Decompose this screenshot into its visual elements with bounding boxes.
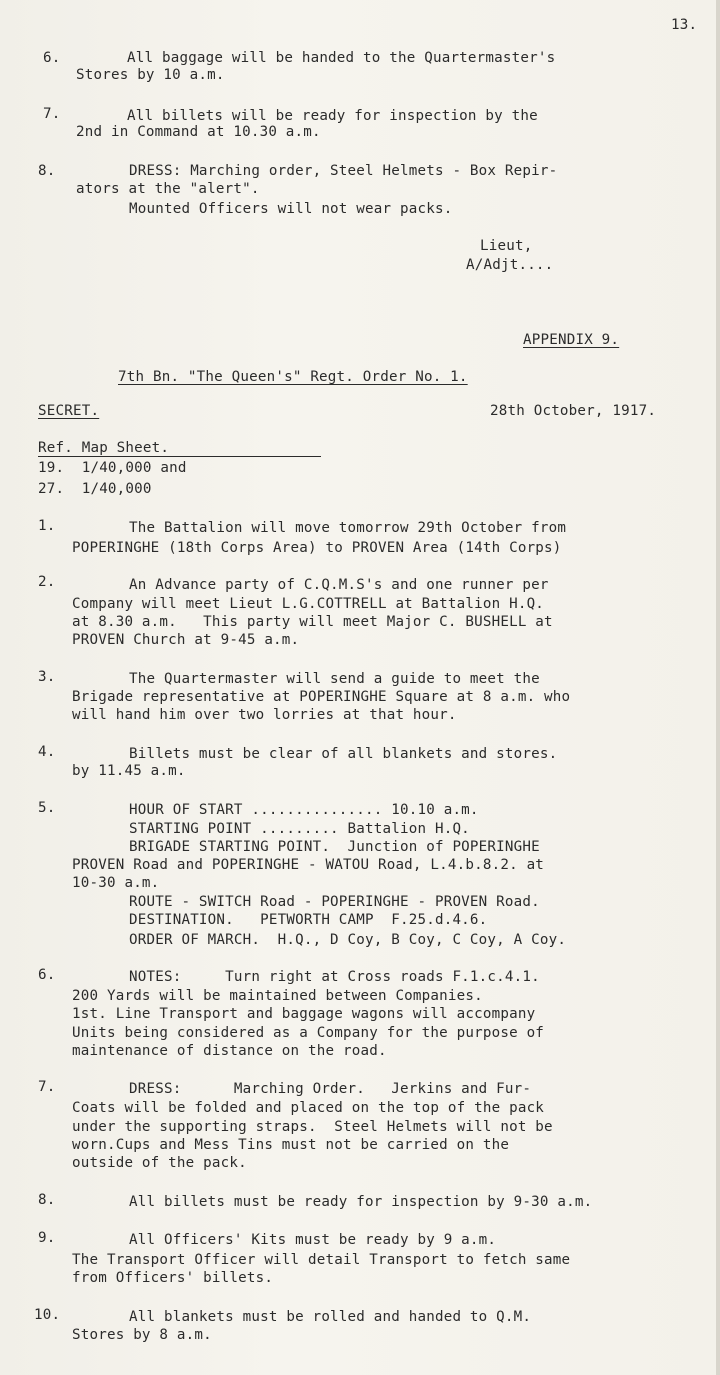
para-8-line-1: All billets must be ready for inspection by 9-30 a.m. bbox=[129, 1194, 593, 1210]
para-6-line-3: 1st. Line Transport and baggage wagons will accompany bbox=[72, 1006, 536, 1022]
signature-rank: Lieut, bbox=[480, 238, 533, 254]
ref-map-line-1: 19. 1/40,000 and bbox=[38, 460, 187, 476]
item-8-line-3: Mounted Officers will not wear packs. bbox=[129, 201, 453, 217]
para-4-line-1: Billets must be clear of all blankets and stores. bbox=[129, 746, 558, 762]
ref-map-line-2: 27. 1/40,000 bbox=[38, 481, 152, 497]
item-8-number: 8. bbox=[38, 163, 56, 179]
para-5-line-3: BRIGADE STARTING POINT. Junction of POPERINGHE bbox=[129, 839, 540, 855]
item-7-number: 7. bbox=[43, 106, 61, 122]
para-4-number: 4. bbox=[38, 744, 56, 760]
para-10-line-2: Stores by 8 a.m. bbox=[72, 1327, 212, 1343]
para-3-number: 3. bbox=[38, 669, 56, 685]
para-6-line-5: maintenance of distance on the road. bbox=[72, 1043, 387, 1059]
para-1-number: 1. bbox=[38, 518, 56, 534]
item-8-line-2: ators at the "alert". bbox=[76, 181, 260, 197]
para-10-line-1: All blankets must be rolled and handed to Q.M. bbox=[129, 1309, 532, 1325]
para-5-number: 5. bbox=[38, 800, 56, 816]
signature-title: A/Adjt.... bbox=[466, 257, 554, 273]
para-7-line-2: Coats will be folded and placed on the top of the pack bbox=[72, 1100, 545, 1116]
para-7-line-3: under the supporting straps. Steel Helmets will not be bbox=[72, 1119, 553, 1135]
ref-map-rule bbox=[38, 456, 321, 457]
item-8-line-1: DRESS: Marching order, Steel Helmets - Box Repir- bbox=[129, 163, 558, 179]
order-title: 7th Bn. "The Queen's" Regt. Order No. 1. bbox=[118, 369, 468, 385]
para-1-line-1: The Battalion will move tomorrow 29th October from bbox=[129, 520, 567, 536]
para-6-line-4: Units being considered as a Company for the purpose of bbox=[72, 1025, 545, 1041]
para-2-line-1: An Advance party of C.Q.M.S's and one runner per bbox=[129, 577, 549, 593]
para-3-line-1: The Quartermaster will send a guide to meet the bbox=[129, 671, 540, 687]
para-5-line-2: STARTING POINT ......... Battalion H.Q. bbox=[129, 821, 470, 837]
page-number: 13. bbox=[671, 17, 698, 33]
para-1-line-2: POPERINGHE (18th Corps Area) to PROVEN Area (14th Corps) bbox=[72, 540, 562, 556]
para-5-line-5: 10-30 a.m. bbox=[72, 875, 160, 891]
para-5-line-8: ORDER OF MARCH. H.Q., D Coy, B Coy, C Coy, A Coy. bbox=[129, 932, 567, 948]
para-3-line-2: Brigade representative at POPERINGHE Square at 8 a.m. who bbox=[72, 689, 571, 705]
para-7-number: 7. bbox=[38, 1079, 56, 1095]
para-7-line-5: outside of the pack. bbox=[72, 1155, 247, 1171]
item-6-line-1: All baggage will be handed to the Quartermaster's bbox=[127, 50, 556, 66]
para-5-line-4: PROVEN Road and POPERINGHE - WATOU Road, L.4.b.8.2. at bbox=[72, 857, 545, 873]
para-3-line-3: will hand him over two lorries at that hour. bbox=[72, 707, 457, 723]
para-9-number: 9. bbox=[38, 1230, 56, 1246]
para-8-number: 8. bbox=[38, 1192, 56, 1208]
para-9-line-1: All Officers' Kits must be ready by 9 a.m. bbox=[129, 1232, 497, 1248]
para-5-line-1: HOUR OF START ............... 10.10 a.m. bbox=[129, 802, 479, 818]
para-7-line-1: DRESS: Marching Order. Jerkins and Fur- bbox=[129, 1081, 532, 1097]
para-2-line-4: PROVEN Church at 9-45 a.m. bbox=[72, 632, 300, 648]
para-2-line-2: Company will meet Lieut L.G.COTTRELL at Battalion H.Q. bbox=[72, 596, 545, 612]
para-7-line-4: worn.Cups and Mess Tins must not be carried on the bbox=[72, 1137, 510, 1153]
para-4-line-2: by 11.45 a.m. bbox=[72, 763, 186, 779]
para-6-line-1: NOTES: Turn right at Cross roads F.1.c.4.1. bbox=[129, 969, 540, 985]
item-7-line-1: All billets will be ready for inspection by the bbox=[127, 108, 538, 124]
order-date: 28th October, 1917. bbox=[490, 403, 657, 419]
para-6-line-2: 200 Yards will be maintained between Companies. bbox=[72, 988, 483, 1004]
appendix-heading: APPENDIX 9. bbox=[523, 332, 620, 348]
item-7-line-2: 2nd in Command at 10.30 a.m. bbox=[76, 124, 321, 140]
para-10-number: 10. bbox=[34, 1307, 61, 1323]
para-5-line-6: ROUTE - SWITCH Road - POPERINGHE - PROVEN Road. bbox=[129, 894, 540, 910]
item-6-number: 6. bbox=[43, 50, 61, 66]
para-5-line-7: DESTINATION. PETWORTH CAMP F.25.d.4.6. bbox=[129, 912, 488, 928]
para-9-line-3: from Officers' billets. bbox=[72, 1270, 274, 1286]
ref-map-title: Ref. Map Sheet. bbox=[38, 440, 170, 456]
para-2-line-3: at 8.30 a.m. This party will meet Major C. BUSHELL at bbox=[72, 614, 553, 630]
secret-label: SECRET. bbox=[38, 403, 100, 419]
item-6-line-2: Stores by 10 a.m. bbox=[76, 67, 225, 83]
para-2-number: 2. bbox=[38, 574, 56, 590]
para-9-line-2: The Transport Officer will detail Transport to fetch same bbox=[72, 1252, 571, 1268]
para-6-number: 6. bbox=[38, 967, 56, 983]
